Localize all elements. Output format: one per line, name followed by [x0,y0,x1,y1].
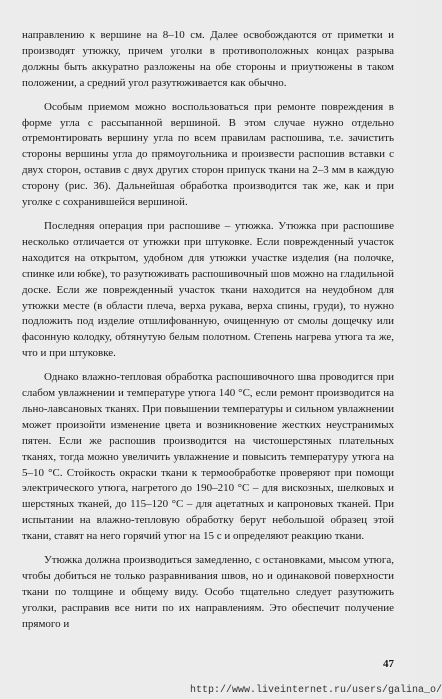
paragraph-2: Особым приемом можно воспользоваться при ремонте повреждения в форме угла с рассыпанной вершиной. В этом случае нужно отдельно отремонтировать вершину угла по всем правилам распошива, т.е. зачистить стороны вершины угла до прямоугольника и произвести распошив вставки с двух сторон, оставив с двух других сторон припуск ткани на 2–3 мм в каждую сторону (рис. 36). Дальнейшая обработка производится так же, как и при уголке с сохранившейся вершиной. [22,100,394,209]
paragraph-1: направлению к вершине на 8–10 см. Далее освобождаются от приметки и производят утюжку, причем уголки в противоположных концах разрыва должны быть аккуратно разложены на обе стороны и приутюжены в таком положении, а средний угол разутюживается как обычно. [22,29,394,89]
page-number: 47 [383,658,394,670]
paragraph-5: Утюжка должна производиться замедленно, с остановками, мысом утюга, чтобы добиться не только разравнивания швов, но и одинаковой поверхности ткани по толщине и общему виду. Особо тщательно следует разутюжить уголки, расправив все нити по их направлениям. Это обеспечит получение прямого и [22,554,394,630]
source-url-watermark: http://www.liveinternet.ru/users/galina_o/ [190,685,442,696]
body-text [22,28,394,633]
paragraph-3: Последняя операция при распошиве – утюжка. Утюжка при распошиве несколько отличается от утюжки при штуковке. Если поврежденный участок находится на открытом, удобном для утюжки участке изделия (на полочке, спинке или юбке), то разутюживать распошивочный шов можно на гладильной доске. Если же поврежденный участок ткани находится на неудобном для утюжки месте (в области плеча, верха рукава, верха спины, груди), то нужно подложить под изделие отшлифованную, очищенную от смолы дощечку или фасонную колодку, обтянутую белым полотном. Степень нагрева утюга та же, что и при штуковке. [22,219,394,360]
paragraph-4: Однако влажно-тепловая обработка распошивочного шва проводится при слабом увлажнении и температуре утюга 140 °С, если ремонт производится на льно-лавсановых тканях. При повышении температуры и сильном увлажнении может произойти изменение цвета и возникновение жестких неустранимых пятен. Если же распошив производится на чистошерстяных плательных тканях, тогда можно увеличить увлажнение и повысить температуру утюга на 5–10 °С. Стойкость окраски ткани к термообработке проверяют при помощи электрического утюга, нагретого до 190–210 °С – для вискозных, шелковых и шерстяных тканей, до 115–120 °С – для ацетатных и капроновых тканей. При испытании на влажно-тепловую обработку берут небольшой образец этой ткани, ставят на него горячий утюг на 15 с и определяют реакцию ткани. [22,371,394,543]
